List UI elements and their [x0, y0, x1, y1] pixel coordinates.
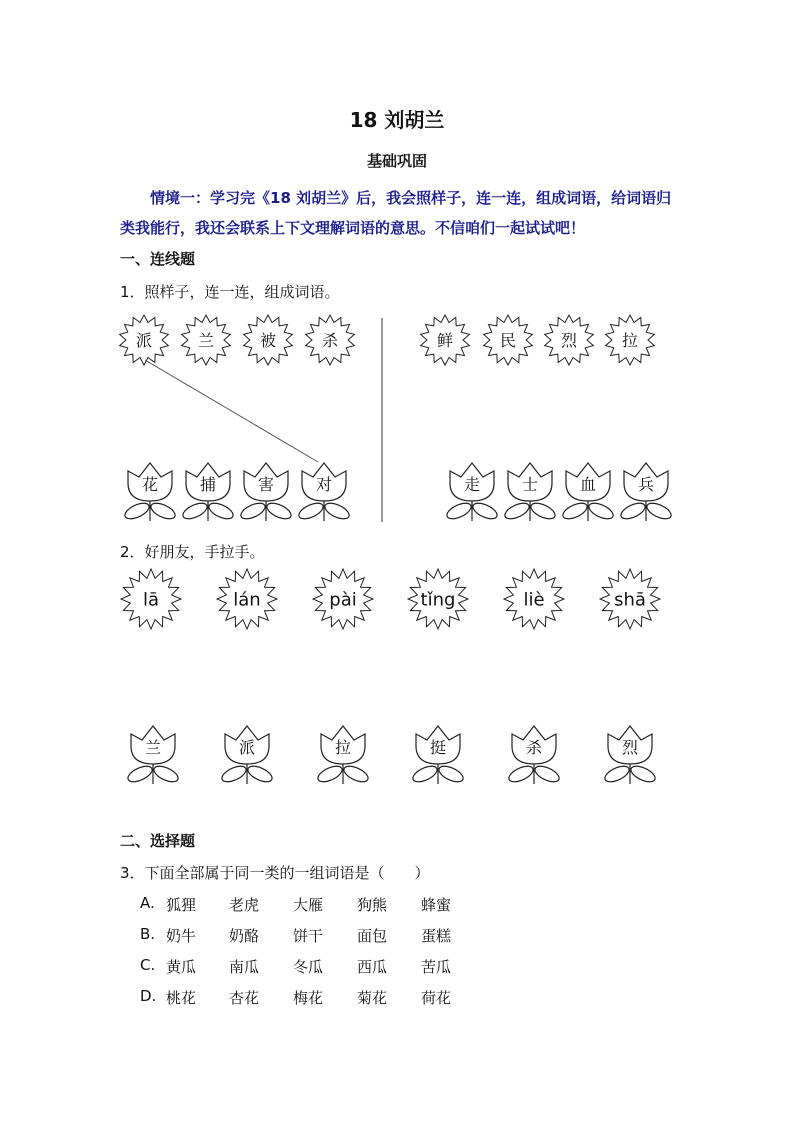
svg-text:shā: shā [614, 589, 646, 611]
tulip-match-6 [603, 726, 658, 785]
option-word: 狗熊 [357, 896, 388, 914]
svg-text:走: 走 [463, 475, 481, 494]
tulip-char-8 [619, 463, 674, 522]
svg-text:杀: 杀 [525, 738, 543, 757]
option-word: 西瓜 [357, 958, 388, 976]
svg-text:鲜: 鲜 [436, 330, 454, 350]
svg-text:民: 民 [499, 330, 517, 350]
option-word: 苦瓜 [421, 958, 452, 976]
section-heading-matching: 一、连线题 [120, 250, 196, 268]
option-word: 奶酪 [229, 927, 260, 945]
section-heading-choice: 二、选择题 [120, 832, 196, 850]
svg-text:拉: 拉 [621, 330, 639, 350]
section-subtitle: 基础巩固 [366, 152, 427, 170]
svg-text:烈: 烈 [560, 330, 578, 350]
svg-text:挺: 挺 [429, 738, 447, 757]
option-word: 大雁 [293, 896, 324, 914]
option-letter: B. [140, 925, 156, 943]
burst-char-7 [545, 315, 594, 365]
tulip-match-4 [411, 726, 466, 785]
example-connection-line [145, 360, 318, 462]
question-1: 1．照样子，连一连，组成词语。 [120, 283, 340, 301]
option-word: 狐狸 [166, 896, 197, 914]
svg-text:士: 士 [521, 475, 539, 494]
svg-text:拉: 拉 [334, 738, 352, 757]
burst-pinyin-2 [217, 569, 277, 629]
option-word: 黄瓜 [166, 958, 197, 976]
intro-paragraph: 情境一：学习完《18 刘胡兰》后，我会照样子，连一连，组成词语，给词语归类我能行，我还会联系上下文理解词语的意思。不信咱们一起试试吧！ [120, 189, 672, 237]
option-letter: C. [140, 956, 156, 974]
svg-text:tǐng: tǐng [420, 589, 456, 611]
burst-char-2 [182, 315, 231, 365]
svg-text:杀: 杀 [321, 330, 339, 350]
option-word: 杏花 [229, 989, 260, 1007]
tulip-match-5 [507, 726, 562, 785]
burst-pinyin-1 [121, 569, 181, 629]
option-word: 梅花 [293, 989, 324, 1007]
option-word: 桃花 [166, 989, 197, 1007]
tulip-match-3 [316, 726, 371, 785]
question-2: 2．好朋友，手拉手。 [120, 543, 265, 561]
svg-text:兰: 兰 [144, 738, 162, 757]
option-word: 冬瓜 [293, 958, 324, 976]
svg-text:兰: 兰 [197, 330, 215, 350]
svg-text:lán: lán [233, 589, 261, 611]
tulip-char-6 [503, 463, 558, 522]
tulip-char-4 [297, 463, 352, 522]
option-word: 饼干 [293, 927, 324, 945]
option-word: 蜂蜜 [421, 896, 452, 914]
tulip-char-7 [561, 463, 616, 522]
svg-text:血: 血 [579, 475, 597, 494]
tulip-match-2 [220, 726, 275, 785]
svg-text:liè: liè [523, 589, 545, 611]
svg-text:捕: 捕 [199, 475, 217, 494]
option-word: 奶牛 [166, 927, 197, 945]
tulip-char-2 [181, 463, 236, 522]
tulip-char-3 [239, 463, 294, 522]
svg-text:害: 害 [257, 475, 275, 494]
svg-text:派: 派 [238, 738, 256, 757]
svg-text:pài: pài [329, 589, 357, 611]
svg-text:对: 对 [315, 475, 333, 494]
option-word: 面包 [357, 927, 388, 945]
option-letter: A. [140, 894, 155, 912]
burst-char-3 [244, 315, 293, 365]
option-word: 南瓜 [229, 958, 260, 976]
svg-text:被: 被 [259, 330, 277, 350]
option-letter: D. [140, 987, 157, 1005]
svg-text:兵: 兵 [637, 475, 655, 494]
tulip-char-5 [445, 463, 500, 522]
burst-char-5 [421, 315, 470, 365]
svg-text:lā: lā [142, 589, 160, 611]
tulip-char-1 [123, 463, 178, 522]
burst-char-6 [484, 315, 533, 365]
burst-char-8 [606, 315, 655, 365]
burst-pinyin-3 [313, 569, 373, 629]
burst-char-4 [306, 315, 355, 365]
svg-text:派: 派 [135, 330, 153, 350]
question-3: 3．下面全部属于同一类的一组词语是（ ） [120, 864, 430, 882]
page-title: 18 刘胡兰 [349, 108, 445, 132]
option-word: 老虎 [229, 896, 260, 914]
svg-text:烈: 烈 [621, 738, 639, 757]
option-word: 蛋糕 [421, 927, 452, 945]
burst-pinyin-5 [504, 569, 564, 629]
burst-char-1 [120, 315, 169, 365]
svg-text:花: 花 [141, 475, 159, 494]
tulip-match-1 [126, 726, 181, 785]
burst-pinyin-4 [408, 569, 468, 629]
option-word: 荷花 [421, 989, 452, 1007]
option-word: 菊花 [357, 989, 388, 1007]
burst-pinyin-6 [600, 569, 660, 629]
